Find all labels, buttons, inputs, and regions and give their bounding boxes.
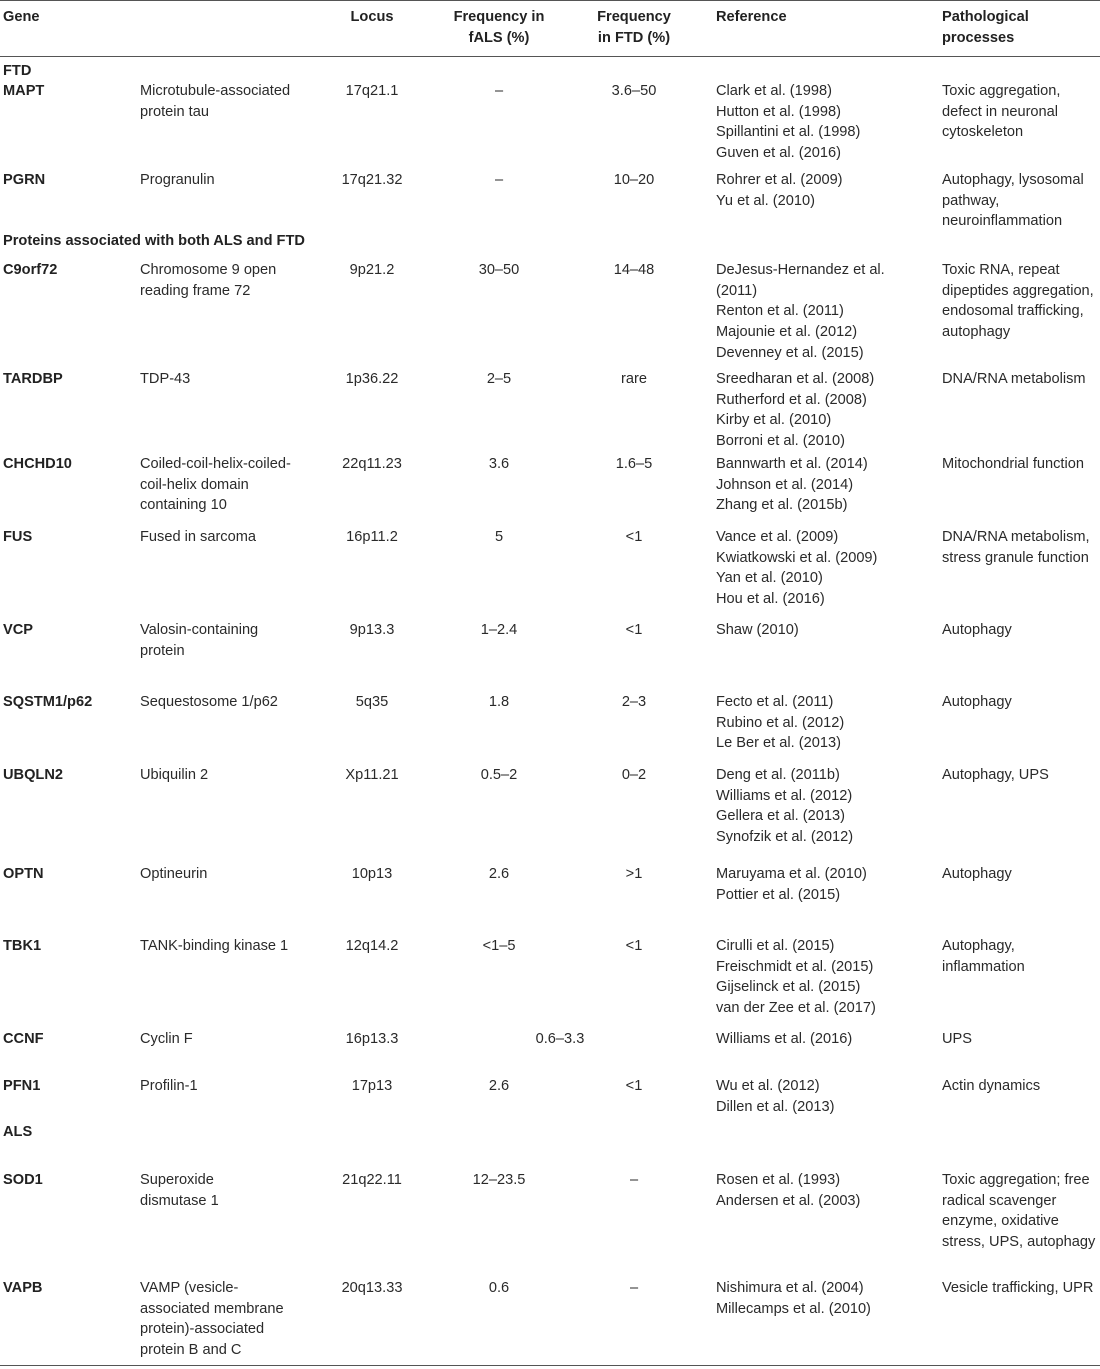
- pathological-processes-line: Autophagy, lysosomal: [942, 172, 1084, 188]
- reference-list: [716, 692, 916, 754]
- reference-list-line: Millecamps et al. (2010): [716, 1300, 871, 1317]
- frequency-ftd: rare: [621, 371, 647, 387]
- pathological-processes: [942, 170, 1100, 232]
- pathological-processes: [942, 1170, 1100, 1253]
- protein-name: [140, 1278, 310, 1361]
- reference-list: [716, 864, 916, 905]
- protein-name-line: Valosin-containing: [140, 622, 259, 638]
- reference-list-line: Guven et al. (2016): [716, 145, 841, 162]
- reference-list-line: Sreedharan et al. (2008): [716, 371, 875, 387]
- protein-name-line: Ubiquilin 2: [140, 767, 209, 783]
- pathological-processes: [942, 620, 1100, 641]
- pathological-processes: [942, 527, 1100, 568]
- pathological-processes-line: autophagy: [942, 324, 1011, 341]
- reference-list-line: Rutherford et al. (2008): [716, 391, 867, 408]
- reference-list-line: Wu et al. (2012): [716, 1078, 820, 1094]
- reference-list: [716, 1029, 916, 1050]
- protein-name: [140, 527, 310, 548]
- frequency-fals: 2.6: [488, 866, 510, 882]
- frequency-ftd: <1: [625, 938, 643, 954]
- frequency-fals: 5: [494, 529, 504, 545]
- header-gene: Gene: [3, 9, 40, 25]
- reference-list-line: Williams et al. (2016): [716, 1031, 853, 1047]
- locus-value: 1p36.22: [345, 371, 399, 387]
- locus-value: 17q21.32: [341, 172, 403, 188]
- pathological-processes-line: inflammation: [942, 958, 1025, 975]
- gene-name: SOD1: [3, 1172, 43, 1188]
- reference-list: [716, 369, 916, 452]
- frequency-ftd: 2–3: [621, 694, 647, 710]
- reference-list: [716, 1278, 916, 1319]
- protein-name: [140, 1076, 310, 1097]
- locus-value: 16p11.2: [346, 529, 398, 545]
- reference-list-line: Yan et al. (2010): [716, 570, 823, 587]
- reference-list: [716, 620, 916, 641]
- frequency-ftd: 14–48: [613, 262, 655, 278]
- protein-name-line: Superoxide: [140, 1172, 214, 1188]
- pathological-processes-line: stress, UPS, autophagy: [942, 1234, 1096, 1251]
- gene-name: VAPB: [3, 1280, 43, 1296]
- frequency-ftd: 10–20: [613, 172, 655, 188]
- pathological-processes: [942, 81, 1100, 143]
- reference-list: [716, 454, 916, 516]
- reference-list-line: Rohrer et al. (2009): [716, 172, 843, 188]
- pathological-processes-line: Autophagy: [942, 622, 1012, 638]
- protein-name-line: protein: [140, 642, 185, 659]
- locus-value: 10p13: [351, 866, 393, 882]
- pathological-processes-line: defect in neuronal: [942, 103, 1059, 120]
- protein-name-line: protein tau: [140, 103, 209, 120]
- protein-name-line: dismutase 1: [140, 1192, 219, 1209]
- frequency-fals: <1–5: [482, 938, 516, 954]
- pathological-processes-line: cytoskeleton: [942, 124, 1024, 141]
- protein-name-line: TDP-43: [140, 371, 191, 387]
- reference-list: [716, 765, 916, 848]
- locus-value: 21q22.11: [342, 1172, 402, 1188]
- protein-name-line: Sequestosome 1/p62: [140, 694, 278, 710]
- header-ftd: Frequency in FTD (%): [597, 9, 671, 46]
- reference-list: [716, 170, 916, 211]
- header-fals: Frequency in fALS (%): [453, 9, 545, 46]
- reference-list: [716, 81, 916, 164]
- reference-list-line: DeJesus-Hernandez et al.: [716, 262, 885, 278]
- header-rule: [0, 56, 1100, 57]
- reference-list-line: Fecto et al. (2011): [716, 694, 834, 710]
- reference-list-line: Borroni et al. (2010): [716, 433, 845, 450]
- protein-name-line: Chromosome 9 open: [140, 262, 277, 278]
- header-locus: Locus: [350, 9, 394, 25]
- header-pathological: Pathological processes: [942, 9, 1029, 46]
- pathological-processes: [942, 260, 1100, 343]
- reference-list-line: Kwiatkowski et al. (2009): [716, 549, 878, 566]
- reference-list-line: Zhang et al. (2015b): [716, 497, 848, 514]
- protein-name-line: Profilin-1: [140, 1078, 198, 1094]
- frequency-ftd: <1: [625, 1078, 643, 1094]
- pathological-processes-line: dipeptides aggregation,: [942, 282, 1094, 299]
- locus-value: 22q11.23: [342, 456, 402, 472]
- protein-name: [140, 260, 310, 301]
- pathological-processes: [942, 1076, 1100, 1097]
- pathological-processes-line: Toxic aggregation; free: [942, 1172, 1090, 1188]
- protein-name: [140, 765, 310, 786]
- gene-name: OPTN: [3, 866, 44, 882]
- reference-list: [716, 1076, 916, 1117]
- gene-name: PGRN: [3, 172, 46, 188]
- gene-name: FUS: [3, 529, 33, 545]
- reference-list-line: Vance et al. (2009): [716, 529, 839, 545]
- reference-list-line: Maruyama et al. (2010): [716, 866, 867, 882]
- frequency-fals: 30–50: [478, 262, 520, 278]
- protein-name-line: Cyclin F: [140, 1031, 193, 1047]
- reference-list-line: Andersen et al. (2003): [716, 1192, 861, 1209]
- reference-list-line: Hutton et al. (1998): [716, 103, 841, 120]
- protein-name-line: TANK-binding kinase 1: [140, 938, 289, 954]
- reference-list: [716, 936, 916, 1019]
- pathological-processes-line: Autophagy: [942, 866, 1012, 882]
- pathological-processes-line: pathway,: [942, 192, 1000, 209]
- bottom-rule: [0, 1365, 1100, 1366]
- gene-name: CHCHD10: [3, 456, 72, 472]
- gene-name: CCNF: [3, 1031, 44, 1047]
- pathological-processes-line: Toxic RNA, repeat: [942, 262, 1060, 278]
- frequency-ftd: –: [629, 1280, 639, 1296]
- protein-name-line: VAMP (vesicle-: [140, 1280, 239, 1296]
- pathological-processes: [942, 454, 1100, 475]
- protein-name: [140, 454, 310, 516]
- reference-list-line: Johnson et al. (2014): [716, 476, 854, 493]
- section-als: ALS: [3, 1124, 33, 1140]
- locus-value: 9p21.2: [349, 262, 395, 278]
- frequency-fals: 3.6: [488, 456, 510, 472]
- protein-name: [140, 81, 310, 122]
- frequency-ftd: 0–2: [621, 767, 647, 783]
- frequency-fals: 12–23.5: [472, 1172, 526, 1188]
- reference-list-line: Spillantini et al. (1998): [716, 124, 861, 141]
- frequency-ftd: <1: [625, 622, 643, 638]
- reference-list-line: Dillen et al. (2013): [716, 1098, 835, 1115]
- pathological-processes-line: neuroinflammation: [942, 213, 1063, 230]
- reference-list-line: Deng et al. (2011b): [716, 767, 840, 783]
- protein-name: [140, 170, 310, 191]
- section-ftd: FTD: [3, 63, 32, 79]
- locus-value: 17p13: [351, 1078, 393, 1094]
- pathological-processes-line: Actin dynamics: [942, 1078, 1041, 1094]
- gene-name: UBQLN2: [3, 767, 63, 783]
- reference-list-line: Pottier et al. (2015): [716, 886, 841, 903]
- protein-name: [140, 864, 310, 885]
- reference-list-line: van der Zee et al. (2017): [716, 1000, 876, 1017]
- reference-list-line: Majounie et al. (2012): [716, 324, 858, 341]
- gene-name: PFN1: [3, 1078, 41, 1094]
- pathological-processes-line: Mitochondrial function: [942, 456, 1084, 472]
- protein-name-line: containing 10: [140, 497, 227, 514]
- gene-name: VCP: [3, 622, 34, 638]
- pathological-processes-line: DNA/RNA metabolism: [942, 371, 1086, 387]
- reference-list-line: Synofzik et al. (2012): [716, 829, 854, 846]
- reference-list-line: Rubino et al. (2012): [716, 714, 845, 731]
- protein-name-line: associated membrane: [140, 1300, 284, 1317]
- reference-list: [716, 527, 916, 610]
- protein-name-line: Fused in sarcoma: [140, 529, 256, 545]
- protein-name-line: protein)-associated: [140, 1321, 265, 1338]
- pathological-processes-line: radical scavenger: [942, 1192, 1057, 1209]
- frequency-fals: 2–5: [486, 371, 512, 387]
- header-reference: Reference: [716, 9, 787, 25]
- protein-name: [140, 1170, 310, 1211]
- reference-list-line: Renton et al. (2011): [716, 303, 844, 320]
- frequency-fals: 1.8: [488, 694, 510, 710]
- reference-list-line: Yu et al. (2010): [716, 192, 815, 209]
- gene-name: C9orf72: [3, 262, 58, 278]
- gene-name: SQSTM1/p62: [3, 694, 93, 710]
- protein-name-line: coil-helix domain: [140, 476, 249, 493]
- pathological-processes-line: Autophagy,: [942, 938, 1015, 954]
- reference-list-line: Williams et al. (2012): [716, 787, 853, 804]
- pathological-processes: [942, 1029, 1100, 1050]
- gene-name: MAPT: [3, 83, 45, 99]
- frequency-fals: 1–2.4: [480, 622, 518, 638]
- reference-list: [716, 260, 916, 364]
- locus-value: 5q35: [355, 694, 389, 710]
- section-both: Proteins associated with both ALS and FTD: [3, 233, 305, 249]
- reference-list-line: Bannwarth et al. (2014): [716, 456, 868, 472]
- reference-list: [716, 1170, 916, 1211]
- pathological-processes-line: DNA/RNA metabolism,: [942, 529, 1090, 545]
- protein-name: [140, 1029, 310, 1050]
- pathological-processes-line: endosomal trafficking,: [942, 303, 1084, 320]
- frequency-ftd: >1: [625, 866, 643, 882]
- reference-list-line: (2011): [716, 282, 758, 299]
- pathological-processes-line: enzyme, oxidative: [942, 1213, 1059, 1230]
- locus-value: 9p13.3: [349, 622, 395, 638]
- locus-value: 17q21.1: [345, 83, 399, 99]
- reference-list-line: Freischmidt et al. (2015): [716, 958, 874, 975]
- pathological-processes-line: Toxic aggregation,: [942, 83, 1061, 99]
- frequency-ftd: <1: [625, 529, 643, 545]
- top-rule: [0, 0, 1100, 1]
- reference-list-line: Gijselinck et al. (2015): [716, 979, 861, 996]
- gene-name: TBK1: [3, 938, 42, 954]
- frequency-fals: 2.6: [488, 1078, 510, 1094]
- reference-list-line: Gellera et al. (2013): [716, 808, 845, 825]
- frequency-fals: –: [494, 172, 504, 188]
- frequency-ftd: 3.6–50: [611, 83, 657, 99]
- protein-name-line: protein B and C: [140, 1342, 242, 1359]
- reference-list-line: Rosen et al. (1993): [716, 1172, 841, 1188]
- frequency-fals: –: [494, 83, 504, 99]
- protein-name: [140, 936, 310, 957]
- locus-value: 16p13.3: [345, 1031, 399, 1047]
- pathological-processes: [942, 936, 1100, 977]
- protein-name: [140, 369, 310, 390]
- frequency-ftd: 1.6–5: [615, 456, 653, 472]
- pathological-processes-line: Autophagy: [942, 694, 1012, 710]
- protein-name: [140, 620, 310, 661]
- pathological-processes: [942, 692, 1100, 713]
- frequency-fals: 0.5–2: [480, 767, 518, 783]
- pathological-processes-line: Vesicle trafficking, UPR: [942, 1280, 1094, 1296]
- locus-value: 12q14.2: [345, 938, 399, 954]
- reference-list-line: Cirulli et al. (2015): [716, 938, 835, 954]
- frequency-fals: 0.6: [488, 1280, 510, 1296]
- frequency-ftd: –: [629, 1172, 639, 1188]
- pathological-processes: [942, 369, 1100, 390]
- reference-list-line: Nishimura et al. (2004): [716, 1280, 864, 1296]
- reference-list-line: Devenney et al. (2015): [716, 344, 864, 361]
- pathological-processes: [942, 765, 1100, 786]
- reference-list-line: Le Ber et al. (2013): [716, 735, 841, 752]
- protein-name: [140, 692, 310, 713]
- protein-name-line: Optineurin: [140, 866, 208, 882]
- pathological-processes-line: UPS: [942, 1031, 973, 1047]
- protein-name-line: Progranulin: [140, 172, 215, 188]
- protein-name-line: Microtubule-associated: [140, 83, 291, 99]
- reference-list-line: Shaw (2010): [716, 622, 799, 638]
- pathological-processes-line: stress granule function: [942, 549, 1089, 566]
- frequency-combined: 0.6–3.3: [535, 1031, 585, 1047]
- locus-value: 20q13.33: [341, 1280, 403, 1296]
- reference-list-line: Clark et al. (1998): [716, 83, 832, 99]
- reference-list-line: Hou et al. (2016): [716, 591, 825, 608]
- protein-name-line: reading frame 72: [140, 282, 251, 299]
- reference-list-line: Kirby et al. (2010): [716, 412, 832, 429]
- pathological-processes-line: Autophagy, UPS: [942, 767, 1049, 783]
- gene-name: TARDBP: [3, 371, 63, 387]
- pathological-processes: [942, 1278, 1100, 1299]
- locus-value: Xp11.21: [345, 767, 399, 783]
- protein-name-line: Coiled-coil-helix-coiled-: [140, 456, 291, 472]
- pathological-processes: [942, 864, 1100, 885]
